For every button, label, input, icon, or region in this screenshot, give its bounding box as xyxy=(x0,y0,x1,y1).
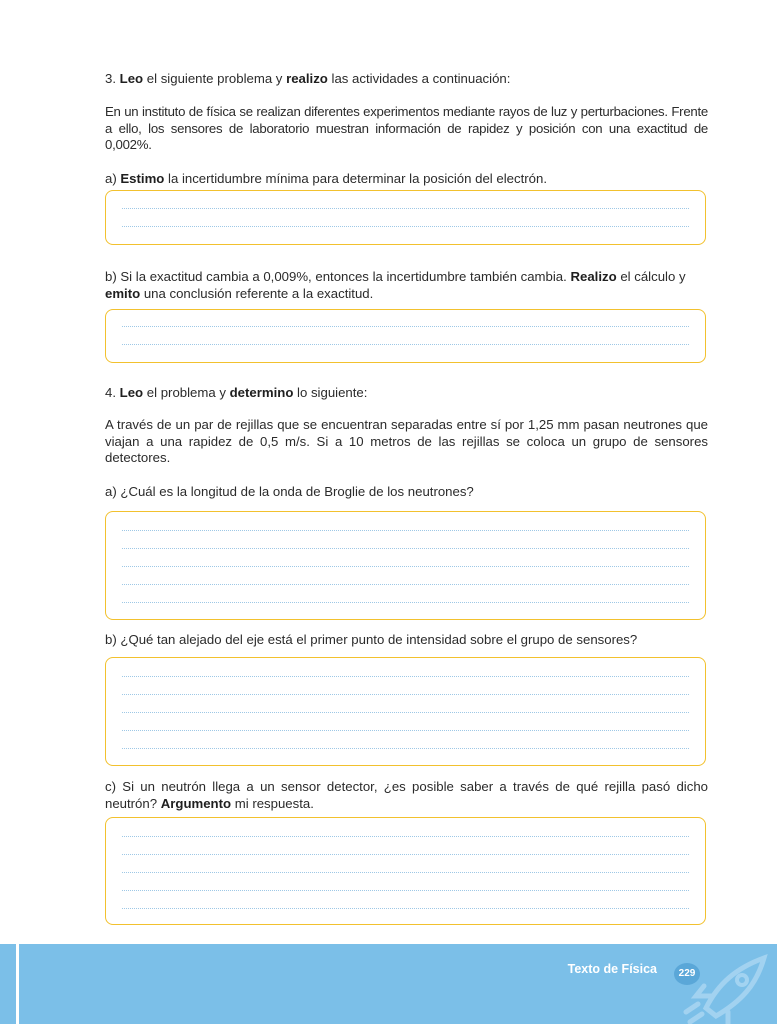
question-3a-prompt xyxy=(105,171,708,188)
page-footer xyxy=(0,944,777,1024)
answer-line xyxy=(122,548,689,549)
question-4-context: A través de un par de rejillas que se encuentran separadas entre sí por 1,25 mm pasan neutrones que viajan a una rapidez de 0,5 m/s. Si a 10 metros de las rejillas se coloca un grupo de sensores detectores. xyxy=(105,417,708,465)
question-3-context: En un instituto de física se realizan diferentes experimentos mediante rayos de luz y perturbaciones. Frente a ello, los sensores de laboratorio muestran información de rapidez y posición con una exactitud de 0,002%. xyxy=(105,104,708,152)
answer-line xyxy=(122,326,689,327)
answer-box-3b[interactable] xyxy=(105,309,706,363)
action-verb: emito xyxy=(105,285,141,301)
answer-line xyxy=(122,872,689,873)
footer-book-title: Texto de Física xyxy=(567,962,657,976)
prompt-text: b) Si la exactitud cambia a 0,009%, entonces la incertidumbre también cambia. xyxy=(105,269,571,284)
question-4b-prompt: b) ¿Qué tan alejado del eje está el primer punto de intensidad sobre el grupo de sensores? xyxy=(105,632,638,647)
page-number: 229 xyxy=(674,963,700,985)
heading-text: las actividades a continuación: xyxy=(327,71,511,86)
question-4-heading xyxy=(105,385,708,402)
answer-line xyxy=(122,890,689,891)
answer-line xyxy=(122,836,689,837)
answer-line xyxy=(122,566,689,567)
heading-text: el siguiente problema y xyxy=(143,71,287,86)
action-verb: Argumento xyxy=(160,795,232,811)
answer-line xyxy=(122,712,689,713)
question-4a-prompt: a) ¿Cuál es la longitud de la onda de Broglie de los neutrones? xyxy=(105,484,474,499)
answer-line xyxy=(122,530,689,531)
action-verb: Leo xyxy=(119,385,144,400)
answer-line xyxy=(122,584,689,585)
answer-line xyxy=(122,208,689,209)
heading-text: lo siguiente: xyxy=(293,385,368,400)
question-4c-prompt xyxy=(105,779,708,812)
action-verb: determino xyxy=(229,385,294,400)
answer-box-3a[interactable] xyxy=(105,190,706,245)
prompt-text: el cálculo y xyxy=(616,269,686,284)
rocket-icon xyxy=(676,950,776,1024)
answer-line xyxy=(122,694,689,695)
answer-line xyxy=(122,908,689,909)
prompt-text: c) Si un neutrón llega a un sensor detector, ¿es posible saber a través de qué rejilla pasó dicho neutrón? xyxy=(105,779,708,811)
action-verb: Estimo xyxy=(120,171,165,186)
answer-line xyxy=(122,854,689,855)
action-verb: Realizo xyxy=(570,269,617,284)
action-verb: realizo xyxy=(286,71,328,86)
answer-line xyxy=(122,602,689,603)
item-label: a) xyxy=(105,171,121,186)
question-number: 4. xyxy=(105,385,116,400)
prompt-text: la incertidumbre mínima para determinar la posición del electrón. xyxy=(164,171,547,186)
action-verb: Leo xyxy=(119,71,144,86)
question-number: 3. xyxy=(105,71,116,86)
question-3-heading xyxy=(105,71,708,88)
answer-box-4c[interactable] xyxy=(105,817,706,925)
answer-box-4b[interactable] xyxy=(105,657,706,766)
answer-line xyxy=(122,676,689,677)
answer-line xyxy=(122,730,689,731)
answer-box-4a[interactable] xyxy=(105,511,706,620)
prompt-text: mi respuesta. xyxy=(231,795,314,811)
question-3b-prompt xyxy=(105,269,708,302)
prompt-text: una conclusión referente a la exactitud. xyxy=(140,285,374,301)
answer-line xyxy=(122,226,689,227)
answer-line xyxy=(122,344,689,345)
answer-line xyxy=(122,748,689,749)
heading-text: el problema y xyxy=(143,385,230,400)
footer-divider xyxy=(16,944,19,1024)
